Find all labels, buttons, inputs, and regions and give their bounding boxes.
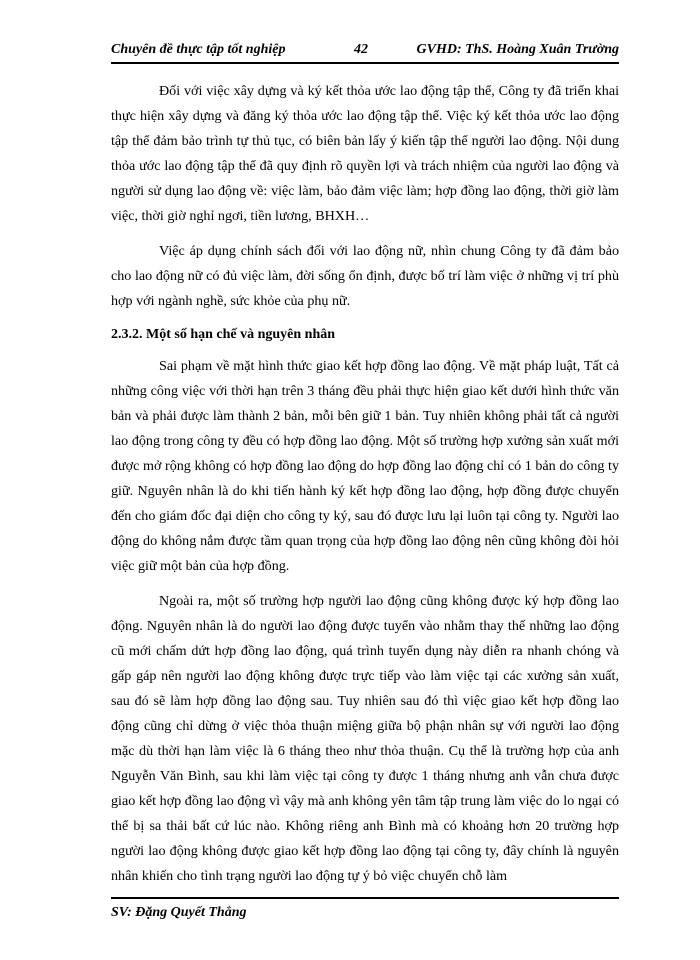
document-body — [111, 79, 619, 889]
header-supervisor: GVHD: ThS. Hoàng Xuân Trường — [416, 42, 619, 57]
page-header — [111, 40, 619, 64]
page-footer — [111, 897, 619, 921]
footer-student-name: SV: Đặng Quyết Thắng — [111, 905, 247, 920]
header-title: Chuyên đề thực tập tốt nghiệp — [111, 42, 286, 57]
paragraph-contract-violations: Sai phạm về mặt hình thức giao kết hợp đồng lao động. Về mặt pháp luật, Tất cả những công việc với thời hạn trên 3 tháng đều phải thực hiện giao kết dưới hình thức văn bản và phải được làm thành 2 bản, mỗi bên giữ 1 bản. Tuy nhiên không phải tất cả người lao động trong công ty đều có hợp đồng lao động. Một số trường hợp xưởng sản xuất mới được mở rộng không có hợp đồng lao động do hợp đồng lao động chỉ có 1 bản do công ty giữ. Nguyên nhân là do khi tiến hành ký kết hợp đồng lao động, hợp đồng được chuyển đến cho giám đốc đại diện cho công ty ký, sau đó được lưu lại luôn tại công ty. Người lao động do không nắm được tầm quan trọng của hợp đồng lao động nên cũng không đòi hỏi việc giữ một bản của hợp đồng. — [111, 358, 619, 574]
paragraph-collective-agreement: Đối với việc xây dựng và ký kết thỏa ước lao động tập thể, Công ty đã triển khai thực hiện xây dựng và đăng ký thỏa ước lao động tập thể. Việc ký kết thỏa ước lao động tập thể đảm bảo trình tự thủ tục, có biên bản lấy ý kiến tập thể người lao động. Nội dung thỏa ước lao động tập thể đã quy định rõ quyền lợi và trách nhiệm của người lao động và người sử dụng lao động về: việc làm, bảo đảm việc làm; hợp đồng lao động, thời giờ làm việc, thời giờ nghỉ ngơi, tiền lương, BHXH… — [111, 83, 619, 224]
section-heading: 2.3.2. Một số hạn chế và nguyên nhân — [111, 327, 336, 342]
paragraph-female-labor: Việc áp dụng chính sách đối với lao động nữ, nhìn chung Công ty đã đảm bảo cho lao động nữ có đủ việc làm, đời sống ổn định, được bố trí làm việc ở những vị trí phù hợp với ngành nghề, sức khỏe của phụ nữ. — [111, 243, 619, 309]
page-number: 42 — [354, 42, 368, 57]
paragraph-unsigned-contracts: Ngoài ra, một số trường hợp người lao động cũng không được ký hợp đồng lao động. Nguyên nhân là do người lao động được tuyển vào nhằm thay thế những lao động cũ mới chấm dứt hợp đồng lao động, quá trình tuyển dụng này diễn ra nhanh chóng và gấp gáp nên người lao động không được trực tiếp vào làm việc tại các xưởng sản xuất, sau đó sẽ làm hợp đồng lao động sau. Tuy nhiên sau đó thì việc giao kết hợp đồng lao động cũng chỉ dừng ở việc thỏa thuận miệng giữa bộ phận nhân sự với người lao động mặc dù thời hạn làm việc là 6 tháng theo như thỏa thuận. Cụ thể là trường hợp của anh Nguyễn Văn Bình, sau khi làm việc tại công ty được 1 tháng nhưng anh vẫn chưa được giao kết hợp đồng lao động vì vậy mà anh không yên tâm tập trung làm việc do lo ngại có thể bị sa thải bất cứ lúc nào. Không riêng anh Bình mà có khoảng hơn 20 trường hợp người lao động không được giao kết hợp đồng lao động tại công ty, đây chính là nguyên nhân khiến cho tình trạng người lao động tự ý bỏ việc chuyển chỗ làm — [111, 593, 619, 884]
